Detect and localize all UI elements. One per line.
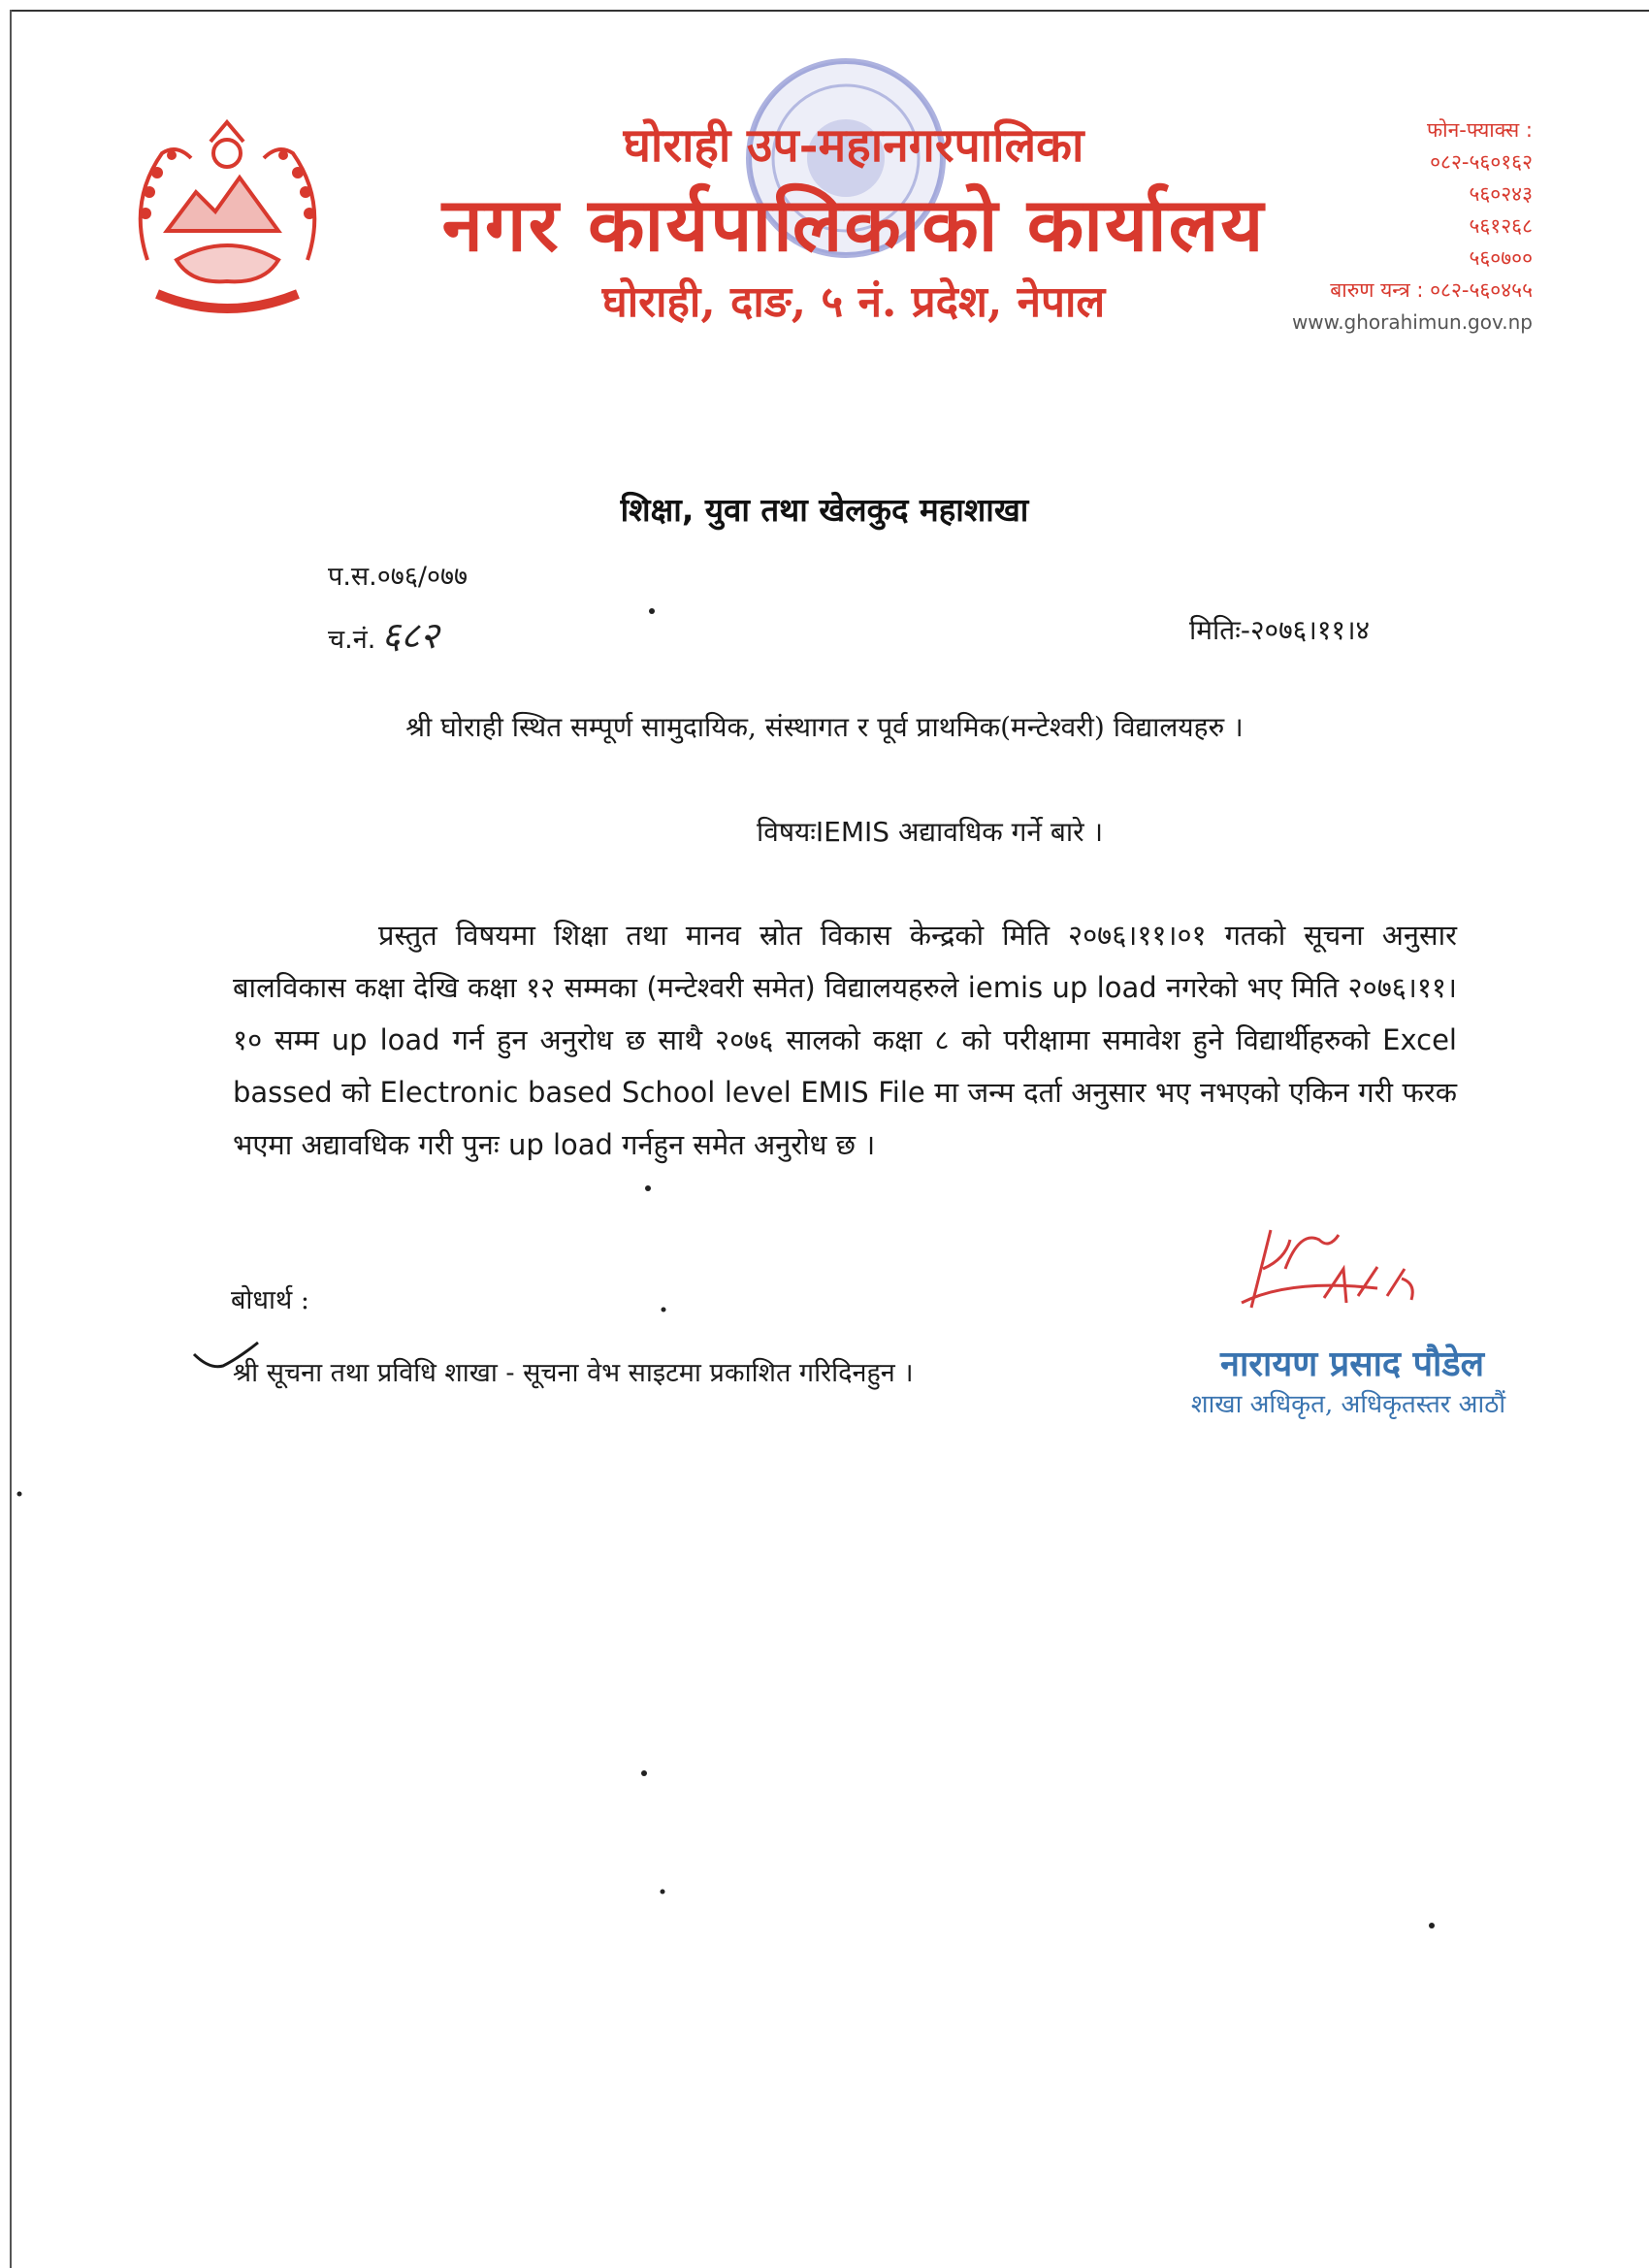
subject-line: विषयःIEMIS अद्यावधिक गर्ने बारे । <box>757 816 1104 848</box>
office-address: घोराही, दाङ, ५ नं. प्रदेश, नेपाल <box>601 277 1106 327</box>
phone-number: ५६०७०० <box>1469 246 1533 270</box>
phone-number: ५६०२४३ <box>1469 182 1533 206</box>
letter-date: मितिः-२०७६।११।४ <box>1189 614 1371 646</box>
cc-recipient: श्री सूचना तथा प्रविधि शाखा - सूचना वेभ साइटमा प्रकाशित गरिदिनहुन । <box>233 1358 914 1388</box>
office-title: नगर कार्यपालिकाको कार्यालय <box>441 181 1266 268</box>
body-paragraph: प्रस्तुत विषयमा शिक्षा तथा मानव स्रोत विकास केन्द्रको मिति २०७६।११।०१ गतको सूचना अनुसार बालविकास कक्षा देखि कक्षा १२ सम्मका (मन्टेश्वरी समेत) विद्यालयहरुले iemis up load नगरेको भए मिति २०७६।११।१० सम्म up load गर्न हुन अनुरोध छ साथै २०७६ सालको कक्षा ८ को परीक्षामा समावेश हुने विद्यार्थीहरुको Excel bassed को Electronic based School level EMIS File मा जन्म दर्ता अनुसार भए नभएको एकिन गरी फरक भएमा अद्यावधिक गरी पुनः up load गर्नहुन समेत अनुरोध छ । <box>233 919 1457 1161</box>
phone-label: फोन-फ्याक्स : <box>1426 118 1533 142</box>
dispatch-label: च.नं. <box>328 625 376 655</box>
department-heading: शिक्षा, युवा तथा खेलकुद महाशाखा <box>620 491 1029 529</box>
office-name: घोराही उप-महानगरपालिका <box>623 118 1084 173</box>
reference-number: प.स.०७६/०७७ <box>328 562 469 592</box>
cc-label: बोधार्थ : <box>231 1285 309 1315</box>
fire-engine-number: बारुण यन्त्र : ०८२-५६०४५५ <box>1330 278 1533 302</box>
signatory-title: शाखा अधिकृत, अधिकृतस्तर आठौं <box>1190 1390 1506 1419</box>
dispatch-handwritten-number: ६८२ <box>381 614 439 657</box>
website-link[interactable]: www.ghorahimun.gov.np <box>1291 310 1533 334</box>
phone-number: ०८२-५६०१६२ <box>1430 150 1533 174</box>
signatory-name: नारायण प्रसाद पौडेल <box>1219 1344 1485 1384</box>
recipient-line: श्री घोराही स्थित सम्पूर्ण सामुदायिक, संस्थागत र पूर्व प्राथमिक(मन्टेश्वरी) विद्यालयहरु । <box>405 711 1244 743</box>
phone-number: ५६१२६८ <box>1469 214 1533 238</box>
